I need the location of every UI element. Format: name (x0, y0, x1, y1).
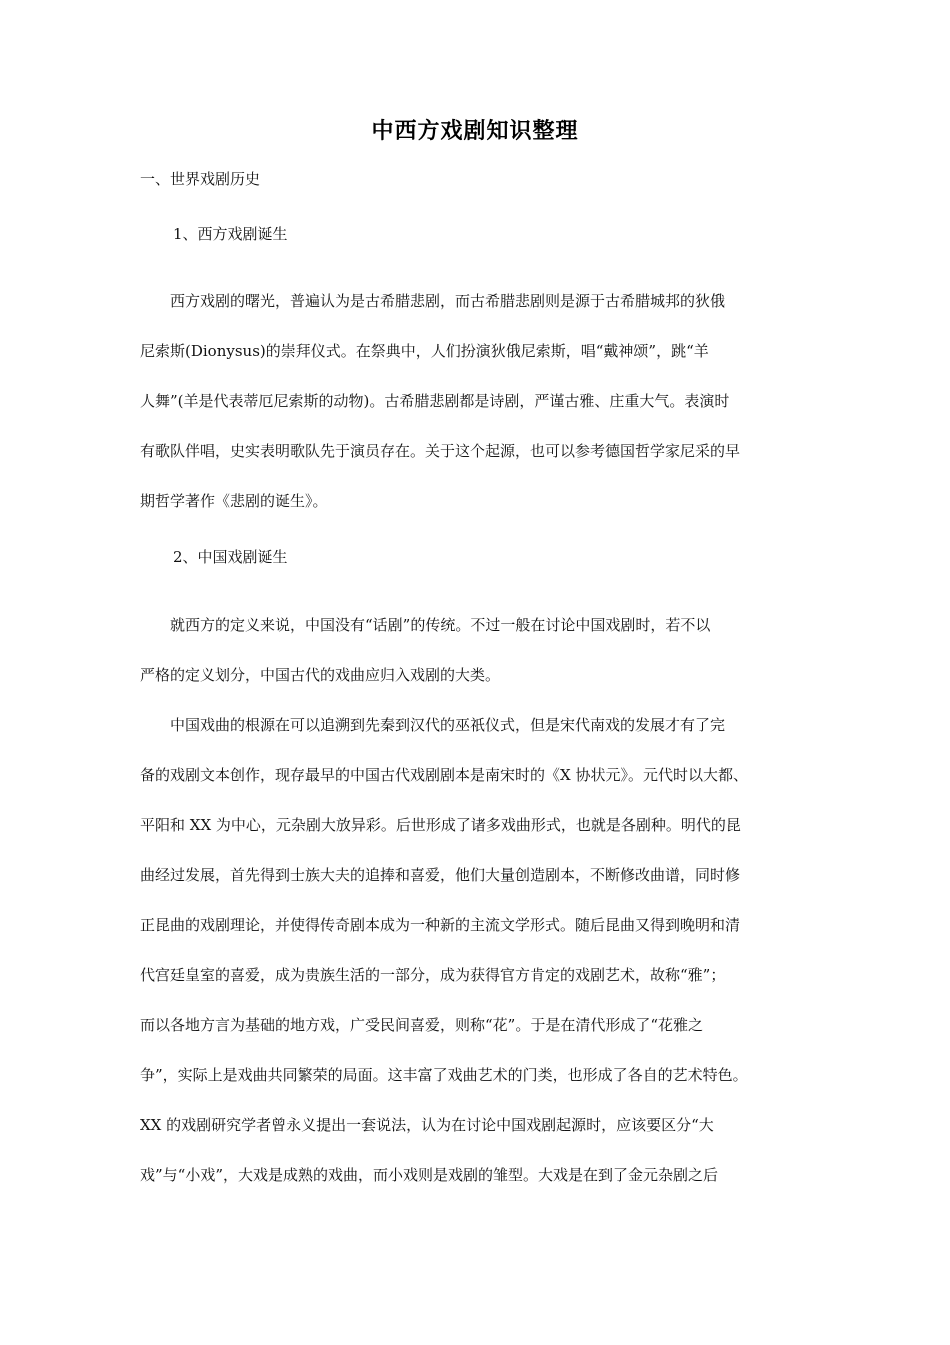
paragraph-line: 曲经过发展，首先得到士族大夫的追捧和喜爱，他们大量创造剧本，不断修改曲谱，同时修 (140, 866, 741, 884)
paragraph-line: 代宫廷皇室的喜爱，成为贵族生活的一部分，成为获得官方肯定的戏剧艺术，故称“雅”； (140, 966, 726, 984)
paragraph-line: 期哲学著作《悲剧的诞生》。 (140, 492, 328, 510)
paragraph-line: 有歌队伴唱，史实表明歌队先于演员存在。关于这个起源，也可以参考德国哲学家尼采的早 (140, 442, 741, 460)
document-title: 中西方戏剧知识整理 (371, 119, 579, 144)
section-heading-world-drama-history: 一、世界戏剧历史 (140, 170, 261, 188)
paragraph-line: 就西方的定义来说，中国没有“话剧”的传统。不过一般在讨论中国戏剧时，若不以 (140, 616, 711, 634)
paragraph-western-drama (140, 276, 840, 526)
paragraph-line: 中国戏曲的根源在可以追溯到先秦到汉代的巫祇仪式，但是宋代南戏的发展才有了完 (140, 716, 726, 734)
paragraph-line: 尼索斯(Dionysus)的崇拜仪式。在祭典中，人们扮演狄俄尼索斯，唱“戴神颂”，跳“羊 (140, 342, 709, 360)
paragraph-line: 人舞”(羊是代表蒂厄尼索斯的动物)。古希腊悲剧都是诗剧，严谨古雅、庄重大气。表演时 (140, 392, 730, 410)
subsection-heading-western-drama: 1、西方戏剧诞生 (173, 225, 288, 243)
paragraph-line: 戏”与“小戏”，大戏是成熟的戏曲，而小戏则是戏剧的雏型。大戏是在到了金元杂剧之后 (140, 1166, 719, 1184)
paragraph-line: XX 的戏剧研究学者曾永义提出一套说法，认为在讨论中国戏剧起源时，应该要区分“大 (140, 1116, 714, 1134)
paragraph-chinese-opera-origins (140, 700, 840, 1200)
paragraph-line: 正昆曲的戏剧理论，并使得传奇剧本成为一种新的主流文学形式。随后昆曲又得到晚明和清 (140, 916, 741, 934)
paragraph-chinese-drama-definition (140, 600, 840, 700)
paragraph-line: 备的戏剧文本创作，现存最早的中国古代戏剧剧本是南宋时的《X 协状元》。元代时以大都、 (140, 766, 748, 784)
paragraph-line: 争”，实际上是戏曲共同繁荣的局面。这丰富了戏曲艺术的门类，也形成了各自的艺术特色。 (140, 1066, 748, 1084)
subsection-heading-chinese-drama: 2、中国戏剧诞生 (173, 548, 288, 566)
paragraph-line: 西方戏剧的曙光，普遍认为是古希腊悲剧，而古希腊悲剧则是源于古希腊城邦的狄俄 (140, 292, 726, 310)
paragraph-line: 而以各地方言为基础的地方戏，广受民间喜爱，则称“花”。于是在清代形成了“花雅之 (140, 1016, 704, 1034)
paragraph-line: 平阳和 XX 为中心，元杂剧大放异彩。后世形成了诸多戏曲形式，也就是各剧种。明代的昆 (140, 816, 741, 834)
paragraph-line: 严格的定义划分，中国古代的戏曲应归入戏剧的大类。 (140, 666, 501, 684)
